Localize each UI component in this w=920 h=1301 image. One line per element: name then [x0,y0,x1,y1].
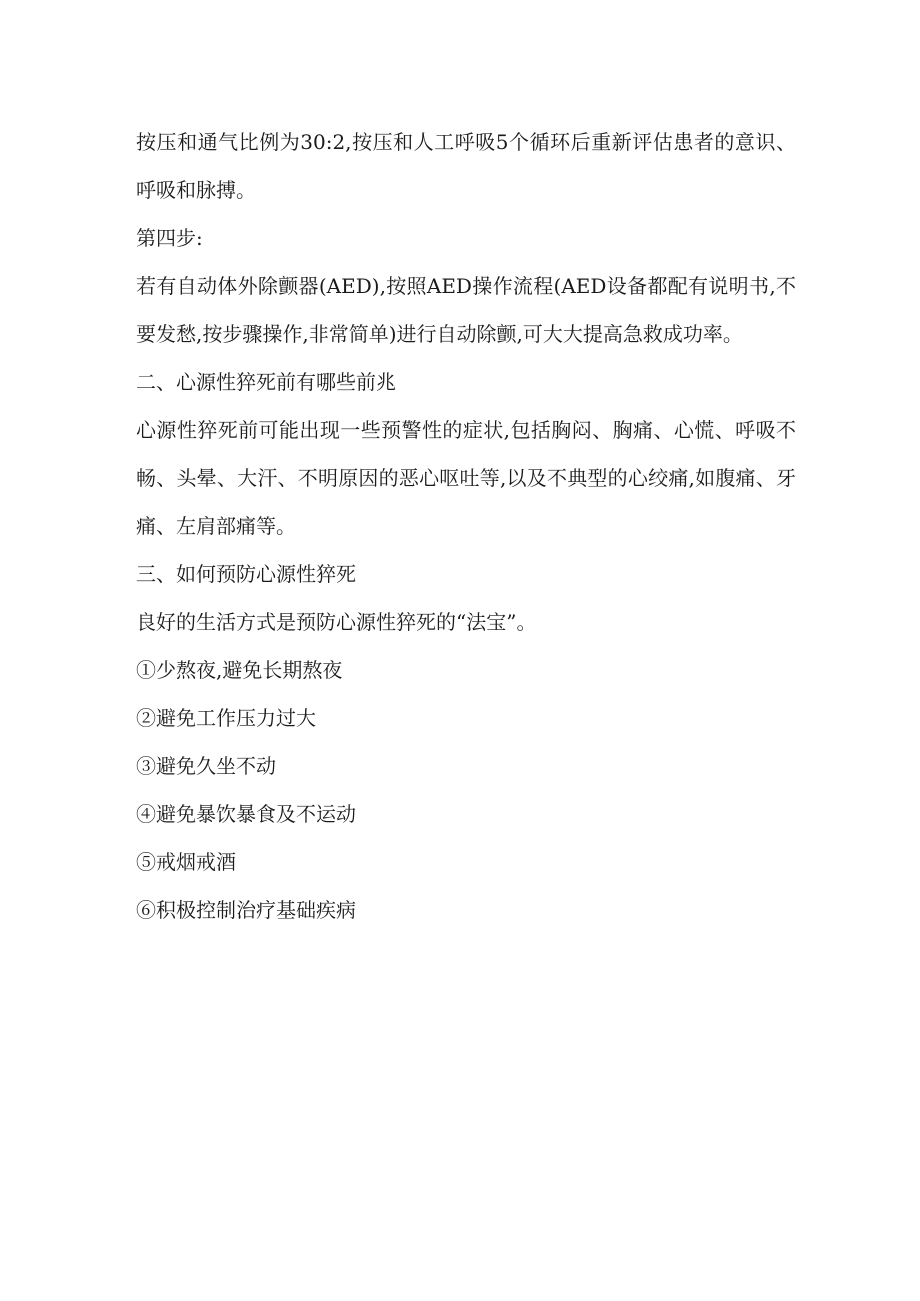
paragraph-aed: 若有自动体外除颤器(AED),按照AED操作流程(AED设备都配有说明书,不要发愁,按步骤操作,非常简单)进行自动除颤,可大大提高急救成功率。 [136,274,796,346]
paragraph-step-four: 第四步: [136,226,203,250]
prevention-list [136,646,796,934]
list-item: ③避免久坐不动 [136,754,276,778]
section-heading-warning-signs: 二、心源性猝死前有哪些前兆 [136,370,396,394]
paragraph-cpr-ratio: 按压和通气比例为30:2,按压和人工呼吸5个循环后重新评估患者的意识、呼吸和脉搏。 [136,130,796,202]
list-item: ①少熬夜,避免长期熬夜 [136,658,343,682]
paragraph-lifestyle: 良好的生活方式是预防心源性猝死的“法宝”。 [136,610,537,634]
document-body [136,118,796,934]
list-item: ⑥积极控制治疗基础疾病 [136,898,356,922]
paragraph-warning-symptoms: 心源性猝死前可能出现一些预警性的症状,包括胸闷、胸痛、心慌、呼吸不畅、头晕、大汗、不明原因的恶心呕吐等,以及不典型的心绞痛,如腹痛、牙痛、左肩部痛等。 [136,418,796,538]
list-item: ⑤戒烟戒酒 [136,850,236,874]
list-item: ④避免暴饮暴食及不运动 [136,802,356,826]
list-item: ②避免工作压力过大 [136,706,316,730]
section-heading-prevention: 三、如何预防心源性猝死 [136,562,356,586]
